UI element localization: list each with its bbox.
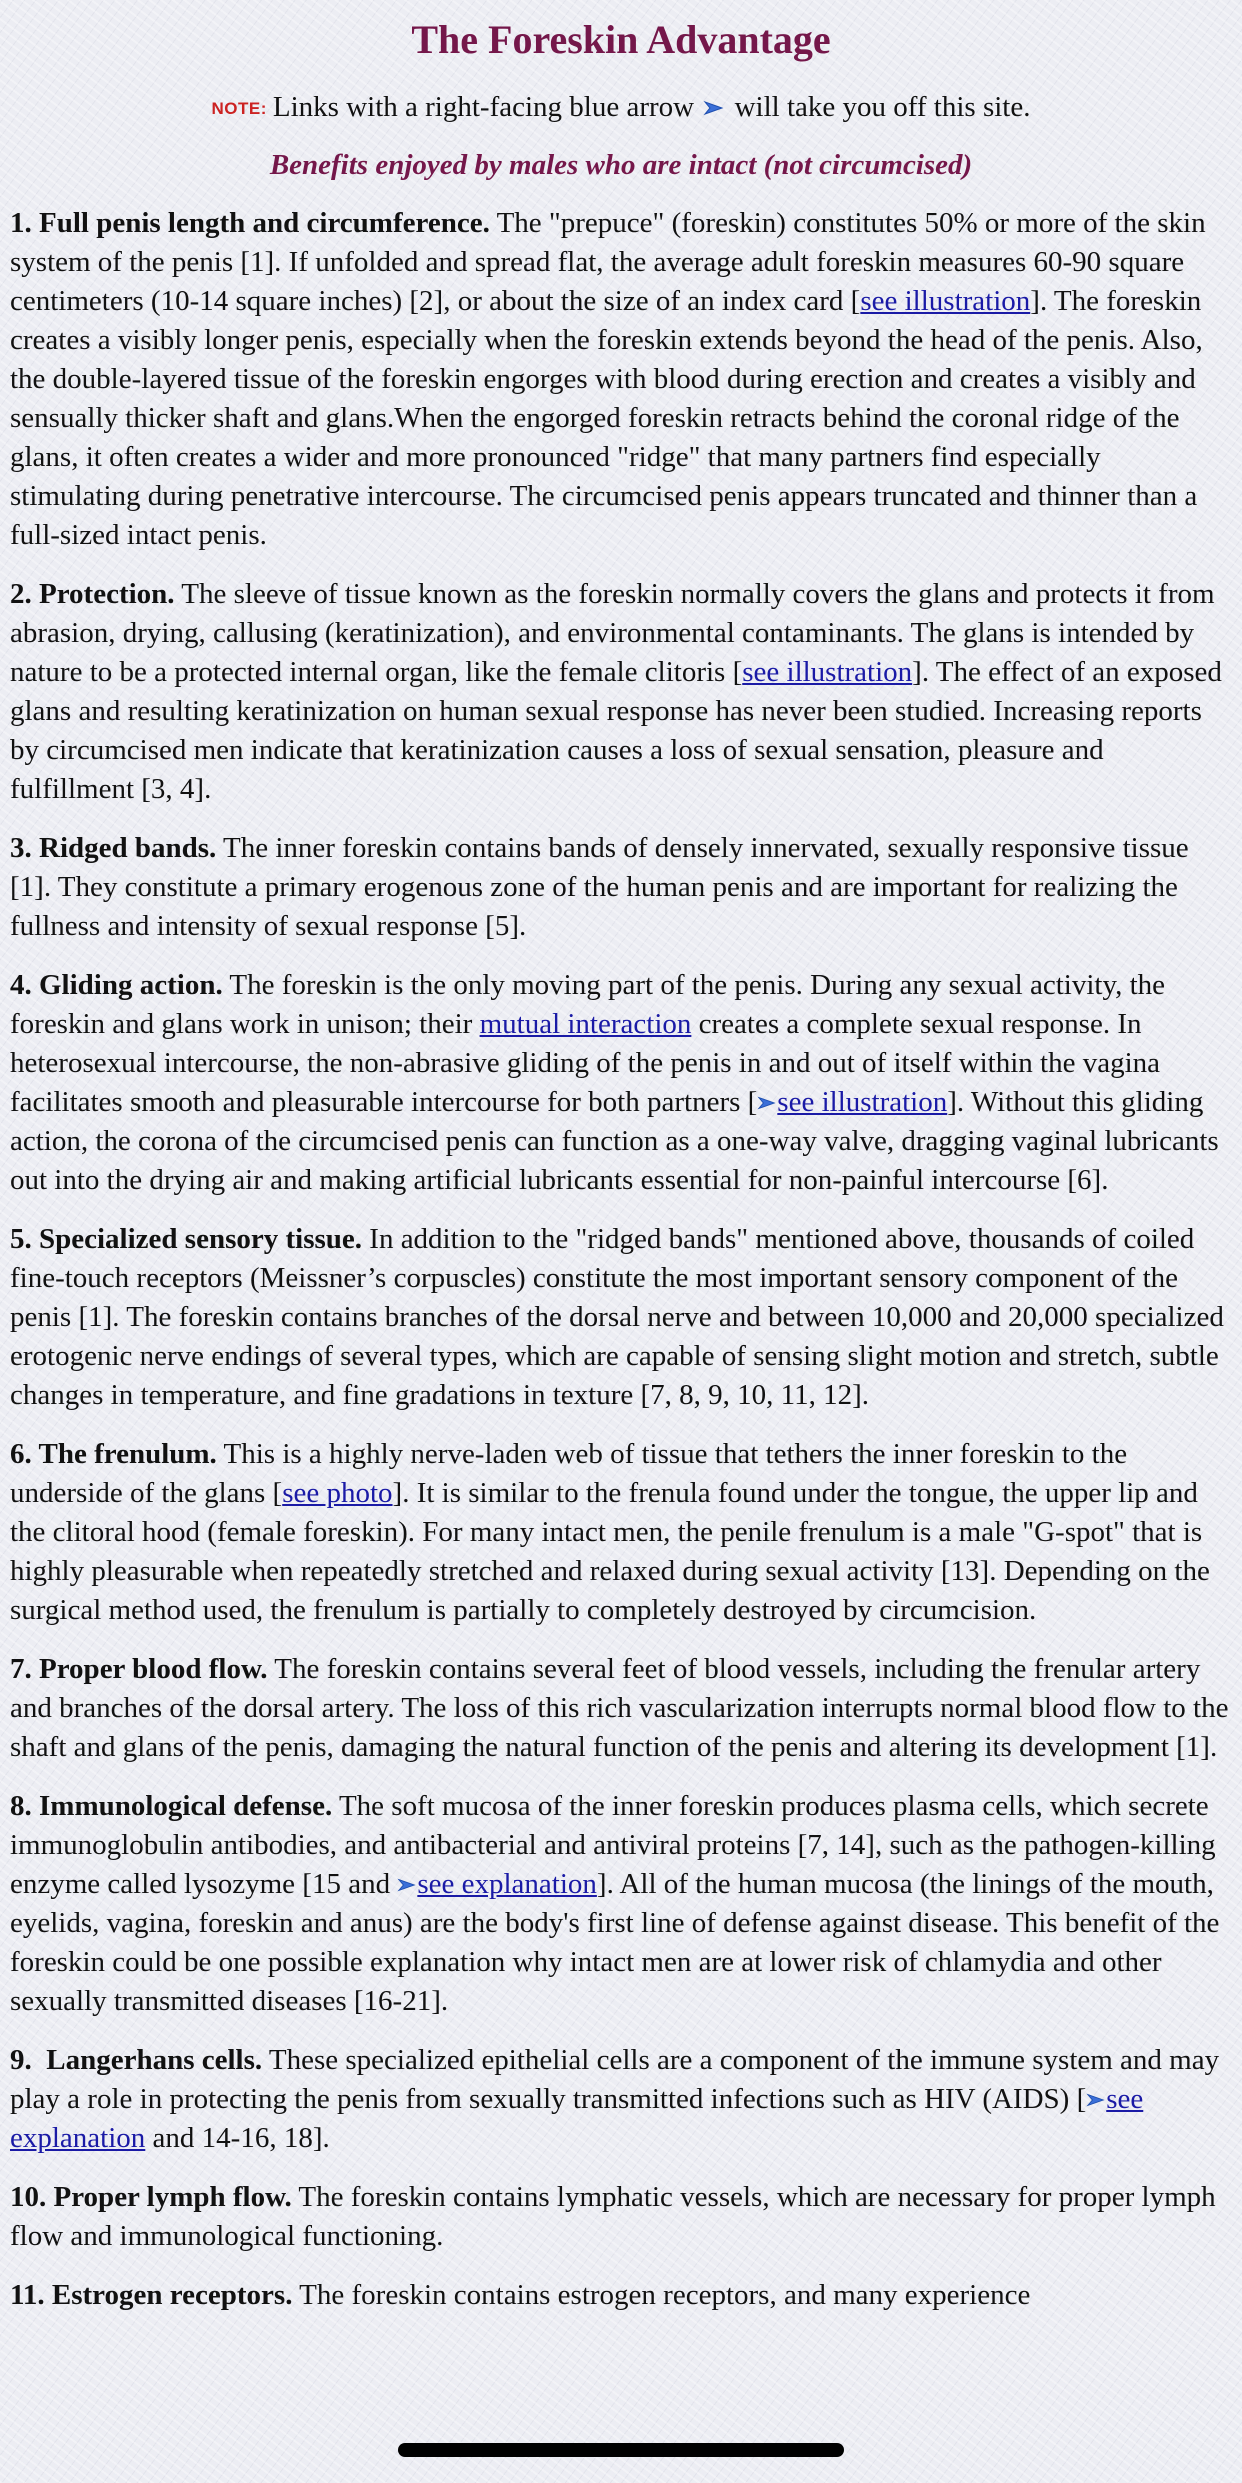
benefit-6-text-cont: ]. It is similar to the frenula found under the tongue, the upper lip and the clitoral hood (female foreskin). For many intact men, the penile frenulum is a male "G-spot" that is highly pleasurable when repeatedly stretched and relaxed during sexual activity [13]. Depending on the surgical method used, the frenulum is partially to completely destroyed by circumcision. — [10, 1477, 1210, 1626]
benefit-2-heading: 2. Protection. — [10, 578, 175, 610]
benefit-2-text: The sleeve of tissue known as the foreskin normally covers the glans and protects it from abrasion, drying, callusing (keratinization), and environmental contaminants. The glans is intended by nature to be a protected internal organ, like the female clitoris [ — [10, 578, 1215, 688]
benefit-9-heading: 9. Langerhans cells. — [10, 2044, 263, 2076]
benefit-9-text: These specialized epithelial cells are a component of the immune system and may play a role in protecting the penis from sexually transmitted infections such as HIV (AIDS) [ — [10, 2044, 1220, 2115]
benefit-11-text: The foreskin contains estrogen receptors, and many experience — [292, 2279, 1031, 2311]
benefit-6-heading: 6. The frenulum. — [10, 1438, 217, 1470]
benefit-6-text: This is a highly nerve-laden web of tissue that tethers the inner foreskin to the underside of the glans [ — [10, 1438, 1128, 1509]
benefit-3-heading: 3. Ridged bands. — [10, 832, 217, 864]
page-title: The Foreskin Advantage — [411, 17, 831, 62]
benefit-8-heading: 8. Immunological defense. — [10, 1790, 333, 1822]
note-label: NOTE: — [211, 99, 267, 118]
benefit-11 — [10, 2276, 1232, 2315]
benefit-5-heading: 5. Specialized sensory tissue. — [10, 1223, 363, 1255]
arrow-right-icon — [757, 1094, 777, 1112]
benefit-2 — [10, 575, 1232, 809]
benefit-3-text: The inner foreskin contains bands of densely innervated, sexually responsive tissue [1]. They constitute a primary erogenous zone of the human penis and are important for realizing the fullness and intensity of sexual response [5]. — [10, 832, 1189, 942]
see-illustration-link[interactable]: see illustration — [742, 656, 913, 688]
benefit-8-text-cont: ]. All of the human mucosa (the linings of the mouth, eyelids, vagina, foreskin and anus) are the body's first line of defense against disease. This benefit of the foreskin could be one possible explanation why intact men are at lower risk of chlamydia and other sexually transmitted diseases [16-21]. — [10, 1868, 1220, 2017]
note-text-after: will take you off this site. — [734, 91, 1031, 123]
benefit-4-heading: 4. Gliding action. — [10, 969, 223, 1001]
benefit-7-heading: 7. Proper blood flow. — [10, 1653, 268, 1685]
home-indicator[interactable] — [398, 2443, 844, 2457]
see-photo-link[interactable]: see photo — [282, 1477, 393, 1509]
arrow-right-icon — [397, 1876, 417, 1894]
benefit-1-text-cont: ]. The foreskin creates a visibly longer penis, especially when the foreskin extends beyond the head of the penis. Also, the double-layered tissue of the foreskin engorges with blood during erection and creates a visibly and sensually thicker shaft and glans.When the engorged foreskin retracts behind the coronal ridge of the glans, it often creates a wider and more pronounced "ridge" that many partners find especially stimulating during penetrative intercourse. The circumcised penis appears truncated and thinner than a full-sized intact penis. — [10, 285, 1203, 551]
benefit-5-text: In addition to the "ridged bands" mentioned above, thousands of coiled fine-touch receptors (Meissner’s corpuscles) constitute the most important sensory component of the penis [1]. The foreskin contains branches of the dorsal nerve and between 10,000 and 20,000 specialized erotogenic nerve endings of several types, which are capable of sensing slight motion and stretch, subtle changes in temperature, and fine gradations in texture [7, 8, 9, 10, 11, 12]. — [10, 1223, 1224, 1411]
see-illustration-external-link[interactable]: see illustration — [777, 1086, 948, 1118]
see-illustration-link[interactable]: see illustration — [860, 285, 1031, 317]
benefit-1-heading: 1. Full penis length and circumference. — [10, 207, 490, 239]
benefit-7 — [10, 1650, 1232, 1767]
see-explanation-external-link[interactable]: see explanation — [10, 2083, 1144, 2154]
benefit-10-heading: 10. Proper lymph flow. — [10, 2181, 292, 2213]
benefit-1-text: The "prepuce" (foreskin) constitutes 50% or more of the skin system of the penis [1]. If unfolded and spread flat, the average adult foreskin measures 60-90 square centimeters (10-14 square inches) [2], or about the size of an index card [ — [10, 207, 1206, 317]
benefit-6 — [10, 1435, 1232, 1630]
benefit-10 — [10, 2178, 1232, 2256]
benefit-8 — [10, 1787, 1232, 2021]
benefit-9 — [10, 2041, 1232, 2158]
benefit-11-heading: 11. Estrogen receptors. — [10, 2279, 293, 2311]
benefit-4-text: The foreskin is the only moving part of the penis. During any sexual activity, the foreskin and glans work in unison; their — [10, 969, 1166, 1040]
note-text-before: Links with a right-facing blue arrow — [272, 91, 695, 123]
benefit-1 — [10, 204, 1232, 555]
benefit-8-text: The soft mucosa of the inner foreskin produces plasma cells, which secrete immunoglobulin antibodies, and antibacterial and antiviral proteins [7, 14], such as the pathogen-killing enzyme called lysozyme [15 and — [10, 1790, 1216, 1900]
benefit-3 — [10, 829, 1232, 946]
benefit-4 — [10, 966, 1232, 1200]
benefit-4-text-cont: creates a complete sexual response. In heterosexual intercourse, the non-abrasive gliding of the penis in and out of itself within the vagina facilitates smooth and pleasurable intercourse for both partners [ — [10, 1008, 1161, 1118]
mutual-interaction-link[interactable]: mutual interaction — [479, 1008, 692, 1040]
arrow-right-icon — [1086, 2091, 1106, 2109]
offsite-note — [10, 88, 1232, 128]
benefit-4-text-end: ]. Without this gliding action, the corona of the circumcised penis can function as a one-way valve, dragging vaginal lubricants out into the drying air and making artificial lubricants essential for non-painful intercourse [6]. — [10, 1086, 1219, 1196]
benefit-5 — [10, 1220, 1232, 1415]
benefit-9-text-cont: and 14-16, 18]. — [145, 2122, 330, 2154]
benefit-7-text: The foreskin contains several feet of blood vessels, including the frenular artery and branches of the dorsal artery. The loss of this rich vascularization interrupts normal blood flow to the shaft and glans of the penis, damaging the natural function of the penis and altering its development [1]. — [10, 1653, 1229, 1763]
benefit-2-text-cont: ]. The effect of an exposed glans and resulting keratinization on human sexual response has never been studied. Increasing reports by circumcised men indicate that keratinization causes a loss of sexual sensation, pleasure and fulfillment [3, 4]. — [10, 656, 1222, 805]
page-subtitle: Benefits enjoyed by males who are intact (not circumcised) — [269, 149, 973, 181]
see-explanation-external-link[interactable]: see explanation — [417, 1868, 597, 1900]
arrow-right-icon — [703, 99, 725, 117]
benefit-10-text: The foreskin contains lymphatic vessels, which are necessary for proper lymph flow and immunological functioning. — [10, 2181, 1216, 2252]
